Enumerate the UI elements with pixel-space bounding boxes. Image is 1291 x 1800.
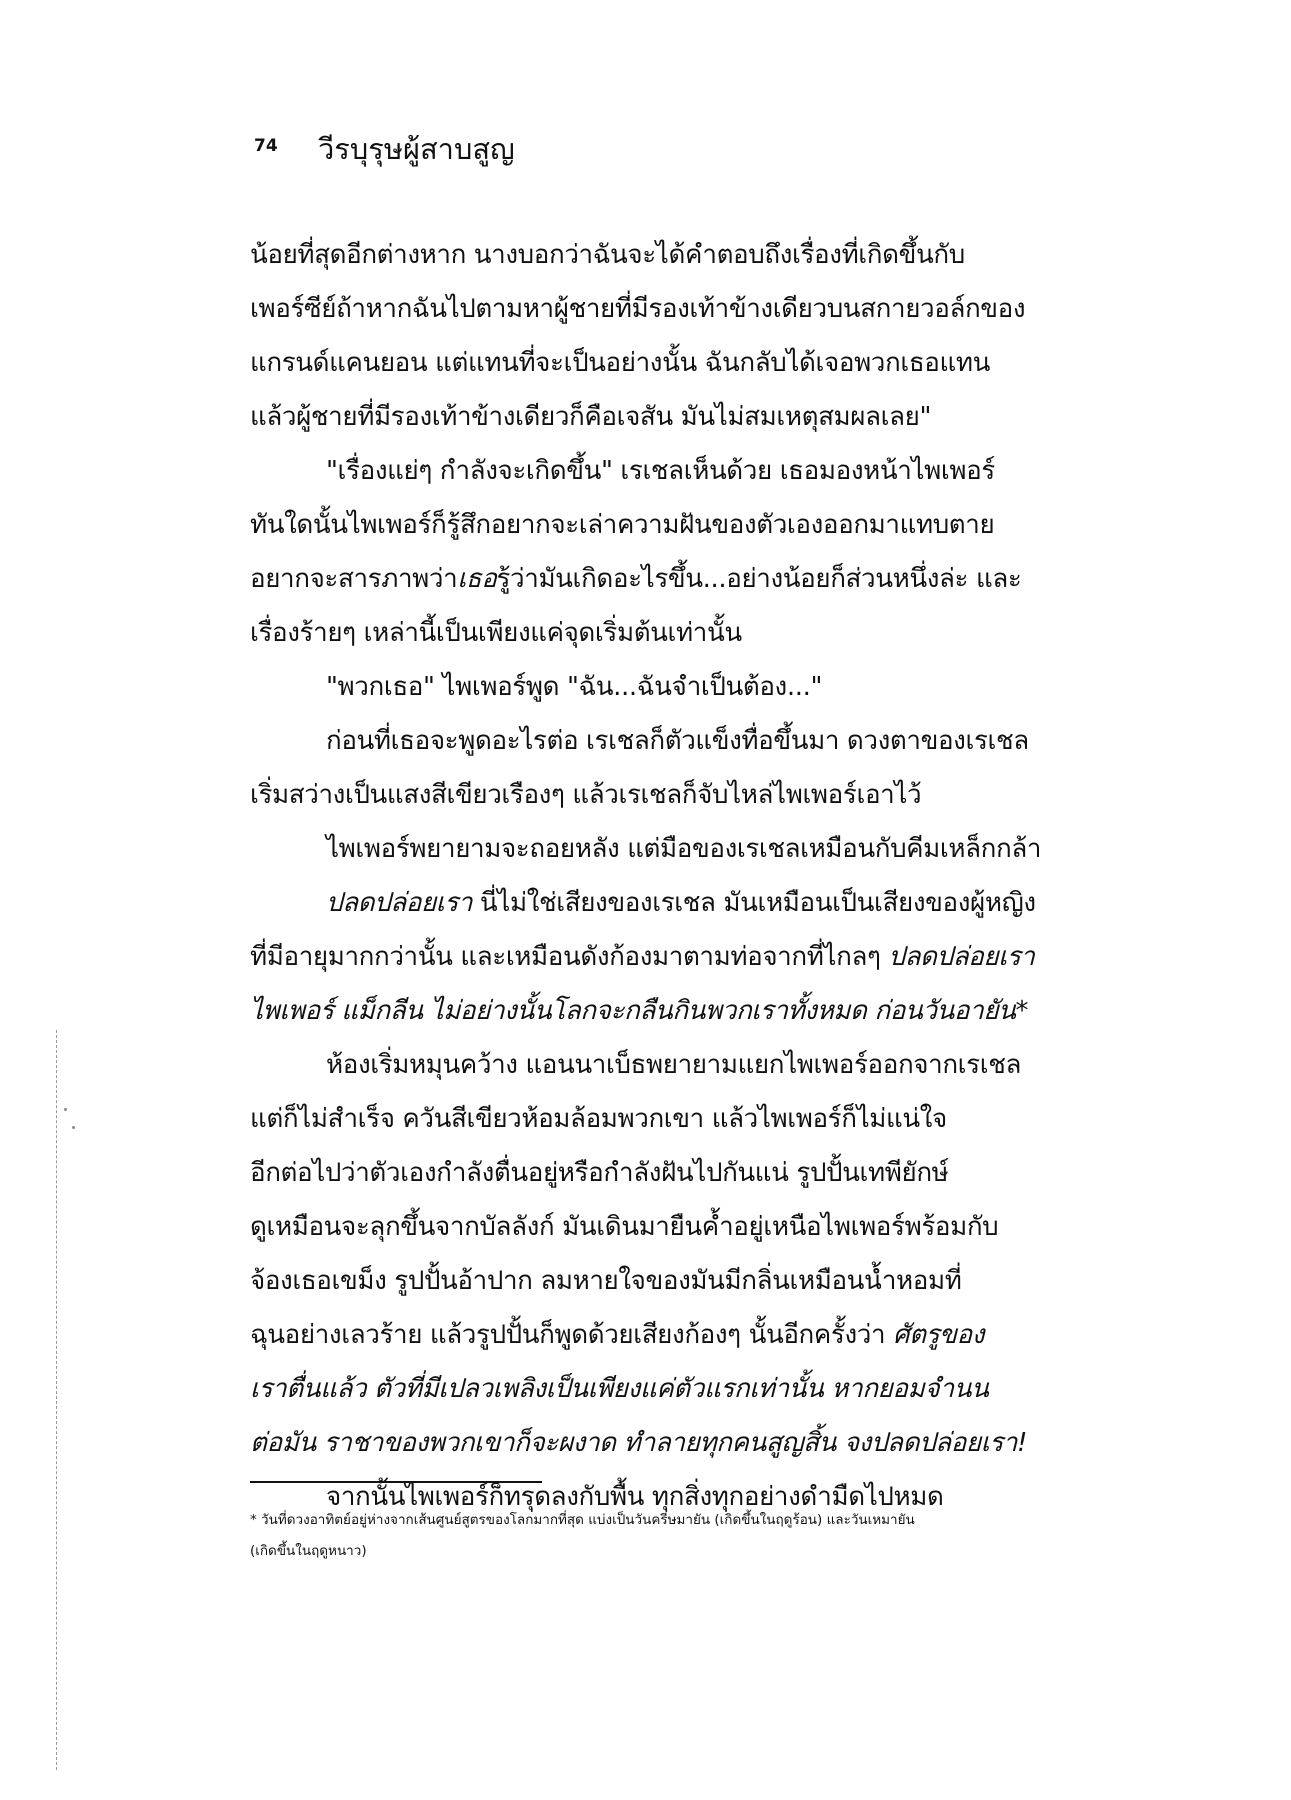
body-text [250,228,1100,1524]
text-run: ก่อนที่เธอจะพูดอะไรต่อ เรเชลก็ตัวแข็งทื่อขึ้นมา ดวงตาของเรเชล [326,726,1029,756]
text-run: เรื่องร้ายๆ เหล่านี้เป็นเพียงแค่จุดเริ่มต้นเท่านั้น [250,618,742,648]
text-run: ดูเหมือนจะลุกขึ้นจากบัลลังก์ มันเดินมายืนค้ำอยู่เหนือไพเพอร์พร้อมกับ [250,1212,999,1242]
scan-edge-mark [56,1030,57,1770]
italic-text: ไพเพอร์ แม็กลีน ไม่อย่างนั้นโลกจะกลืนกินพวกเราทั้งหมด ก่อนวันอายัน* [250,996,1029,1026]
text-line [250,552,1100,606]
text-run: รู้ว่ามันเกิดอะไรขึ้น...อย่างน้อยก็ส่วนหนึ่งล่ะ และ [496,564,1022,594]
footnote-line: * วันที่ดวงอาทิตย์อยู่ห่างจากเส้นศูนย์สูตรของโลกมากที่สุด แบ่งเป็นวันครีษมายัน (เกิดขึ้นในฤดูร้อน) และวันเหมายัน [250,1512,915,1528]
scan-dust [64,1108,67,1111]
text-run: จ้องเธอเขม็ง รูปปั้นอ้าปาก ลมหายใจของมันมีกลิ่นเหมือนน้ำหอมที่ [250,1266,962,1296]
italic-text: ศัตรูของ [893,1320,985,1350]
text-run: แกรนด์แคนยอน แต่แทนที่จะเป็นอย่างนั้น ฉันกลับได้เจอพวกเธอแทน [250,348,990,378]
italic-text: ปลดปล่อยเรา [326,888,473,918]
text-line [250,930,1100,984]
text-line [250,1146,1100,1200]
text-run: ฉุนอย่างเลวร้าย แล้วรูปปั้นก็พูดด้วยเสียงก้องๆ นั้นอีกครั้งว่า [250,1320,894,1350]
text-line [250,1416,1100,1470]
text-line [250,1362,1100,1416]
text-line [250,282,1100,336]
text-line [250,822,1100,876]
text-line [250,444,1100,498]
text-line [250,660,1100,714]
text-line [250,228,1100,282]
text-line [250,1254,1100,1308]
italic-text: ปลดปล่อยเรา [888,942,1035,972]
text-run: จากนั้นไพเพอร์ก็ทรุดลงกับพื้น ทุกสิ่งทุกอย่างดำมืดไปหมด [326,1482,944,1512]
text-line [250,390,1100,444]
text-run: ไพเพอร์พยายามจะถอยหลัง แต่มือของเรเชลเหมือนกับคีมเหล็กกล้า [326,834,1042,864]
text-line [250,984,1100,1038]
text-run: อีกต่อไปว่าตัวเองกำลังตื่นอยู่หรือกำลังฝันไปกันแน่ รูปปั้นเทพียักษ์ [250,1158,949,1188]
text-run: อยากจะสารภาพว่า [250,564,458,594]
text-run: แล้วผู้ชายที่มีรองเท้าข้างเดียวก็คือเจสัน มันไม่สมเหตุสมผลเลย" [250,402,932,432]
text-run: ห้องเริ่มหมุนคว้าง แอนนาเบ็ธพยายามแยกไพเพอร์ออกจากเรเชล [326,1050,1021,1080]
italic-text: ต่อมัน ราชาของพวกเขาก็จะผงาด ทำลายทุกคนสูญสิ้น จงปลดปล่อยเรา! [250,1428,1028,1458]
text-run: "เรื่องแย่ๆ กำลังจะเกิดขึ้น" เรเชลเห็นด้วย เธอมองหน้าไพเพอร์ [326,456,995,486]
text-line [250,336,1100,390]
text-run: น้อยที่สุดอีกต่างหาก นางบอกว่าฉันจะได้คำตอบถึงเรื่องที่เกิดขึ้นกับ [250,240,965,270]
text-line [250,1092,1100,1146]
italic-text: เราตื่นแล้ว ตัวที่มีเปลวเพลิงเป็นเพียงแค่ตัวแรกเท่านั้น หากยอมจำนน [250,1374,989,1404]
text-line [250,876,1100,930]
text-line [250,768,1100,822]
text-line [250,1038,1100,1092]
footnote-line: (เกิดขึ้นในฤดูหนาว) [250,1543,367,1559]
text-run: เริ่มสว่างเป็นแสงสีเขียวเรืองๆ แล้วเรเชลก็จับไหล่ไพเพอร์เอาไว้ [250,780,922,810]
text-line [250,606,1100,660]
text-line [250,714,1100,768]
text-run: "พวกเธอ" ไพเพอร์พูด "ฉัน...ฉันจำเป็นต้อง..." [326,672,823,702]
text-run: ที่มีอายุมากกว่านั้น และเหมือนดังก้องมาตามท่อจากที่ไกลๆ [250,942,889,972]
text-run: เพอร์ซีย์ถ้าหากฉันไปตามหาผู้ชายที่มีรองเท้าข้างเดียวบนสกายวอล์กของ [250,294,1026,324]
book-title: วีรบุรุษผู้สาบสูญ [318,132,515,166]
text-line [250,498,1100,552]
footnote [250,1505,1100,1567]
scan-dust [72,1126,75,1129]
italic-text: เธอ [457,564,497,594]
text-run: แต่ก็ไม่สำเร็จ ควันสีเขียวห้อมล้อมพวกเขา แล้วไพเพอร์ก็ไม่แน่ใจ [250,1104,947,1134]
page-number: 74 [254,136,278,156]
text-run: นี่ไม่ใช่เสียงของเรเชล มันเหมือนเป็นเสียงของผู้หญิง [472,888,1036,918]
text-line [250,1308,1100,1362]
text-run: ทันใดนั้นไพเพอร์ก็รู้สึกอยากจะเล่าความฝันของตัวเองออกมาแทบตาย [250,510,995,540]
text-line [250,1200,1100,1254]
footnote-rule [250,1481,542,1483]
